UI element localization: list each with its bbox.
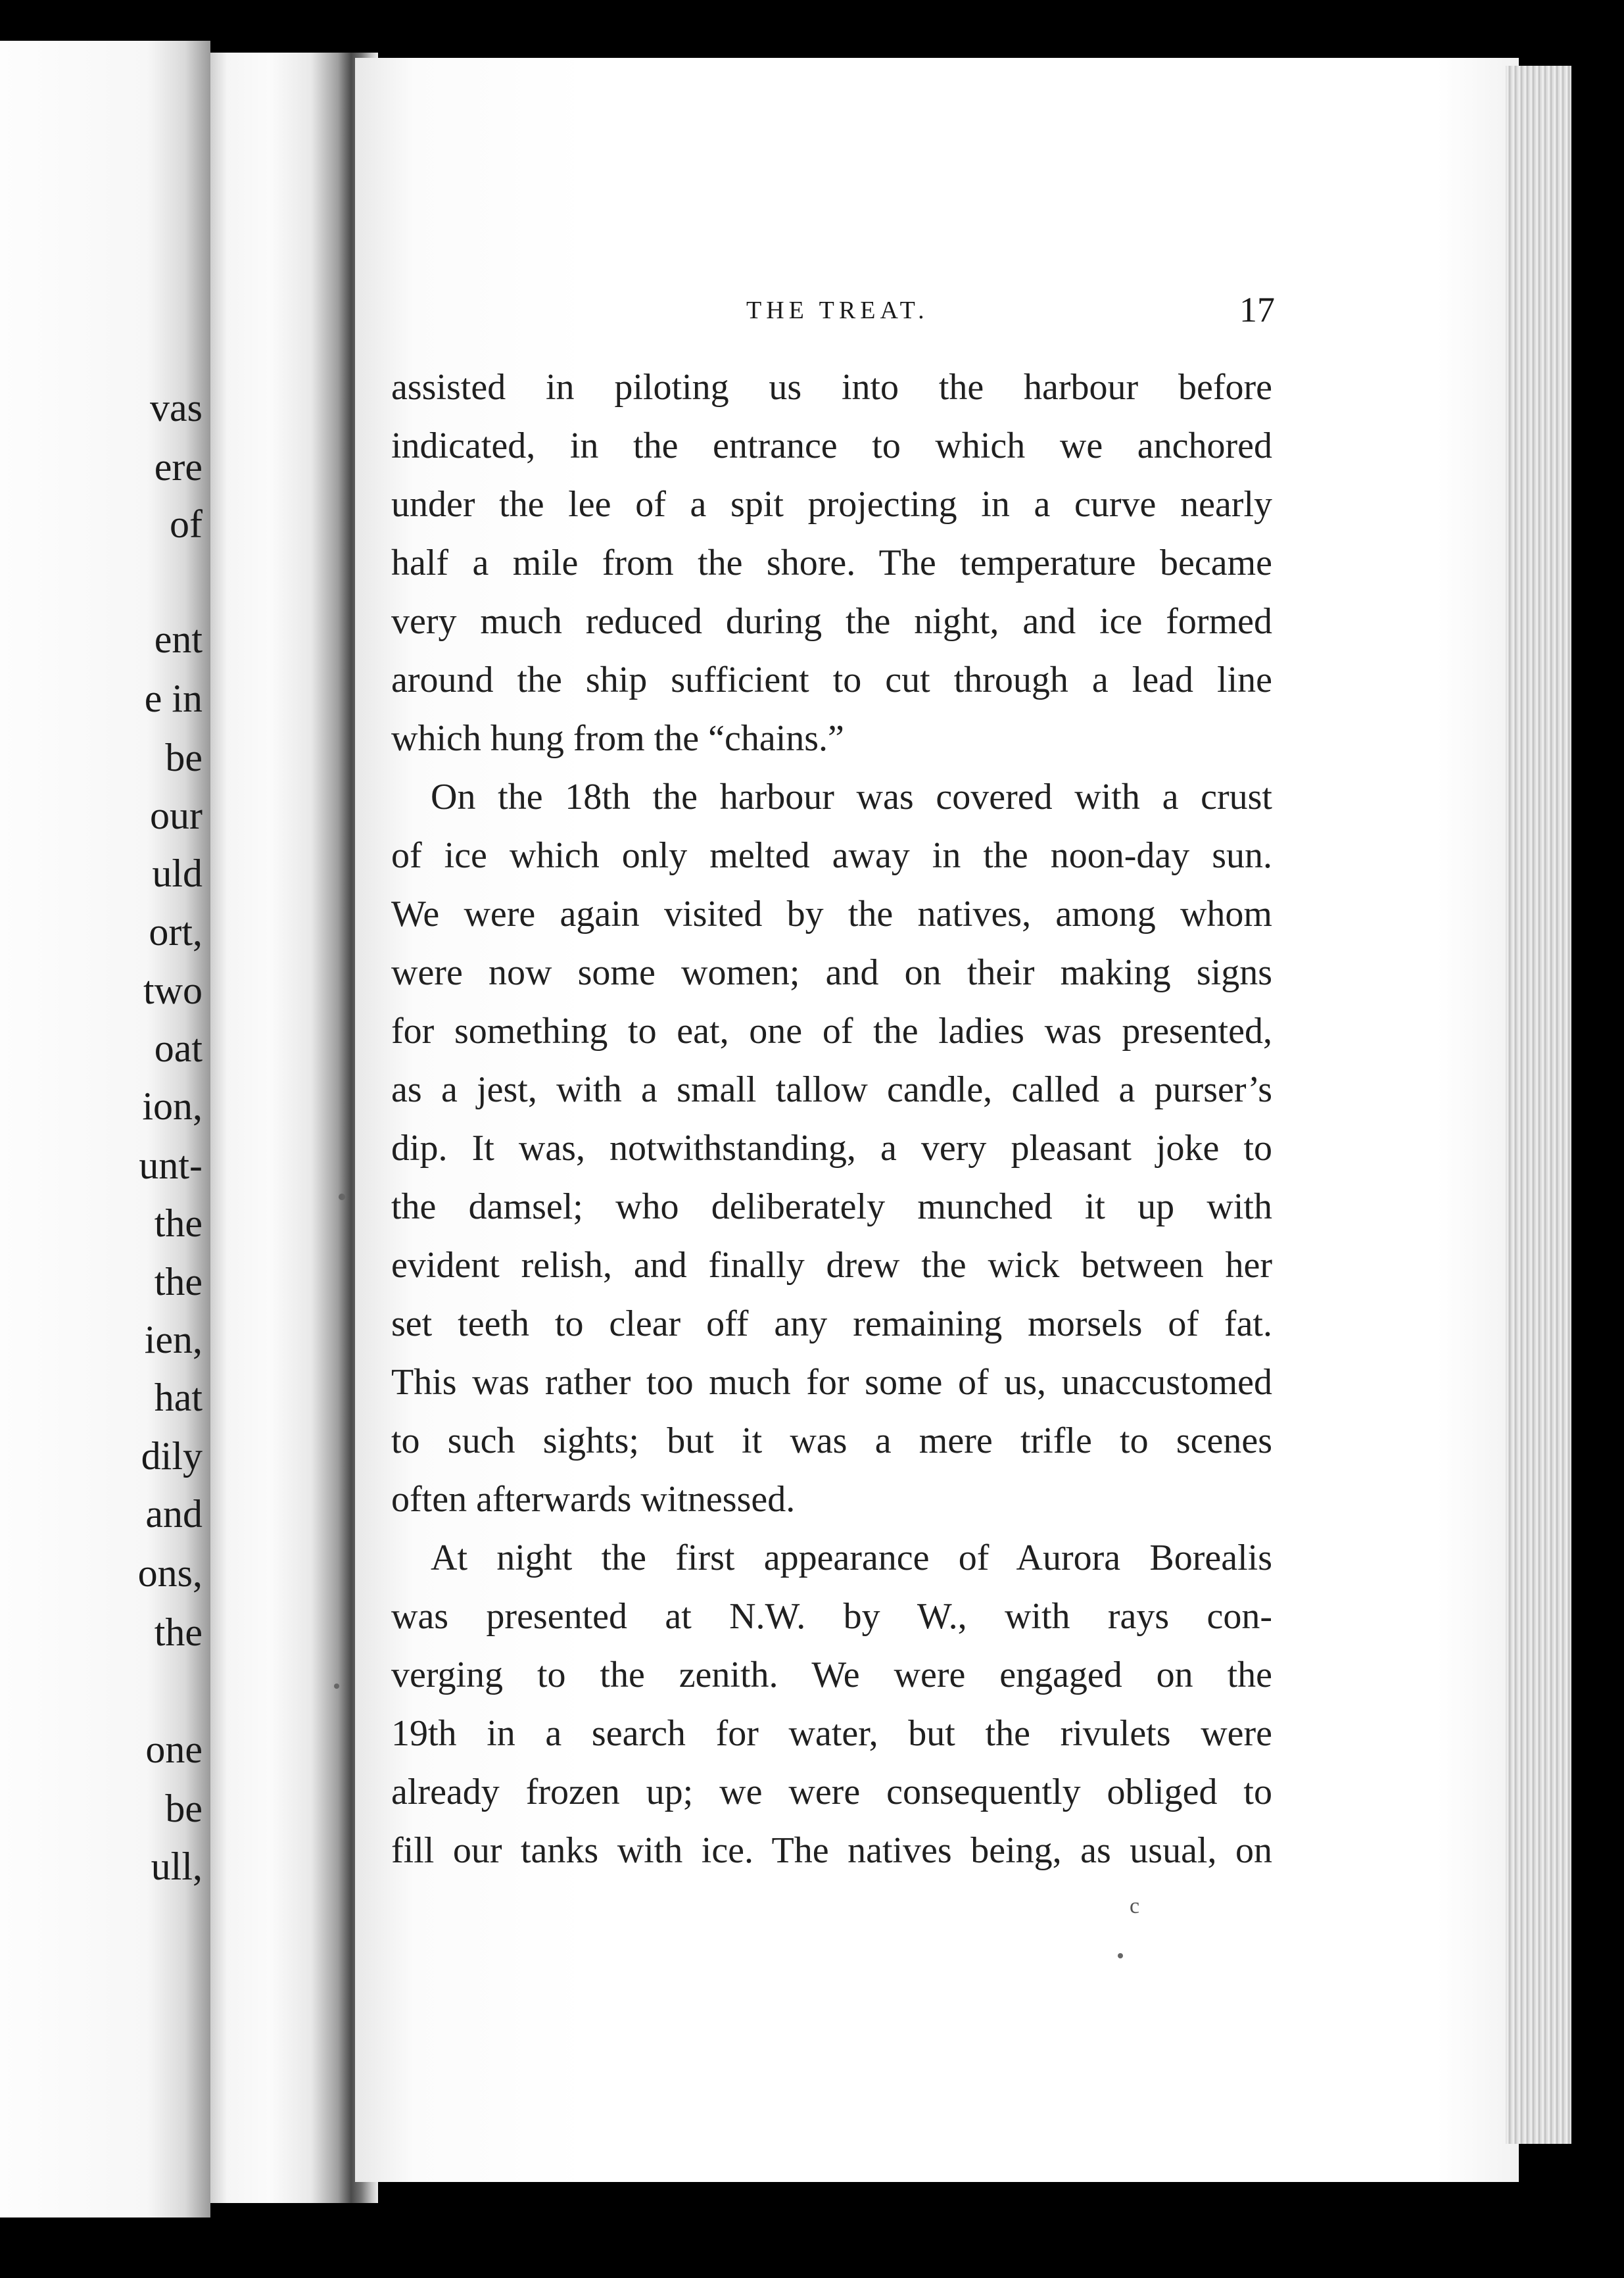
text-line: of ice which only melted away in the noon-day sun.: [391, 835, 1272, 876]
left-fragment: e in: [144, 677, 203, 720]
left-fragment: and: [145, 1492, 203, 1536]
left-fragment: the: [154, 1260, 203, 1303]
text-line: set teeth to clear off any remaining morsels of fat.: [391, 1303, 1272, 1344]
left-fragment: the: [154, 1201, 203, 1245]
text-line: which hung from the “chains.”: [391, 718, 844, 759]
left-page-text-fragments: [0, 41, 210, 2217]
text-line: already frozen up; we were consequently obliged to: [391, 1772, 1272, 1812]
left-fragment: our: [150, 794, 203, 837]
text-line: for something to eat, one of the ladies was presented,: [391, 1011, 1272, 1052]
paper-speck: [339, 1194, 345, 1200]
text-line: On the 18th the harbour was covered with a crust: [431, 777, 1272, 817]
text-line: as a jest, with a small tallow candle, called a purser’s: [391, 1069, 1272, 1110]
page-edges: [1506, 66, 1571, 2144]
left-fragment: ent: [154, 618, 203, 661]
text-line: to such sights; but it was a mere trifle to scenes: [391, 1420, 1272, 1461]
text-line: We were again visited by the natives, among whom: [391, 894, 1272, 934]
text-line: At night the first appearance of Aurora Borealis: [431, 1538, 1272, 1578]
text-line: often afterwards witnessed.: [391, 1479, 796, 1520]
left-fragment: ion,: [142, 1084, 203, 1128]
signature-mark: c: [1130, 1894, 1140, 1918]
left-fragment: oat: [154, 1027, 203, 1070]
left-fragment: the: [154, 1611, 203, 1654]
left-fragment: be: [165, 1787, 203, 1830]
page-number: 17: [1239, 290, 1275, 329]
running-head: THE TREAT.: [746, 297, 929, 324]
text-line: was presented at N.W. by W., with rays con-: [391, 1596, 1272, 1637]
left-fragment: uld: [152, 852, 203, 895]
text-line: dip. It was, notwithstanding, a very pleasant joke to: [391, 1128, 1272, 1169]
left-fragment: ere: [154, 445, 203, 489]
text-line: verging to the zenith. We were engaged on the: [391, 1655, 1272, 1695]
left-fragment: hat: [154, 1376, 203, 1419]
text-line: under the lee of a spit projecting in a curve nearly: [391, 484, 1272, 525]
text-line: This was rather too much for some of us, unaccustomed: [391, 1362, 1272, 1403]
left-fragment: ien,: [144, 1318, 203, 1361]
left-fragment: of: [170, 502, 203, 546]
paper-speck: [334, 1684, 339, 1689]
text-line: indicated, in the entrance to which we anchored: [391, 425, 1272, 466]
left-fragment: dily: [141, 1434, 203, 1478]
text-line: around the ship sufficient to cut through a lead line: [391, 660, 1272, 700]
text-line: were now some women; and on their making signs: [391, 952, 1272, 993]
text-line: very much reduced during the night, and ice formed: [391, 601, 1272, 642]
left-fragment: one: [145, 1728, 203, 1771]
left-fragment: ort,: [149, 910, 203, 954]
left-fragment: unt-: [139, 1144, 203, 1187]
text-line: assisted in piloting us into the harbour before: [391, 367, 1272, 408]
left-fragment: vas: [150, 386, 203, 429]
left-page: [0, 41, 210, 2217]
left-fragment: ull,: [151, 1845, 203, 1888]
text-line: fill our tanks with ice. The natives being, as usual, on: [391, 1830, 1272, 1871]
left-fragment: two: [143, 969, 203, 1012]
left-fragment: be: [165, 736, 203, 779]
text-line: evident relish, and finally drew the wick between her: [391, 1245, 1272, 1286]
text-line: the damsel; who deliberately munched it up with: [391, 1186, 1272, 1227]
book-gutter: [210, 53, 378, 2203]
left-fragment: ons,: [137, 1551, 203, 1595]
text-line: 19th in a search for water, but the rivulets were: [391, 1713, 1272, 1754]
text-line: half a mile from the shore. The temperature became: [391, 543, 1272, 583]
paper-speck: [1118, 1953, 1123, 1958]
